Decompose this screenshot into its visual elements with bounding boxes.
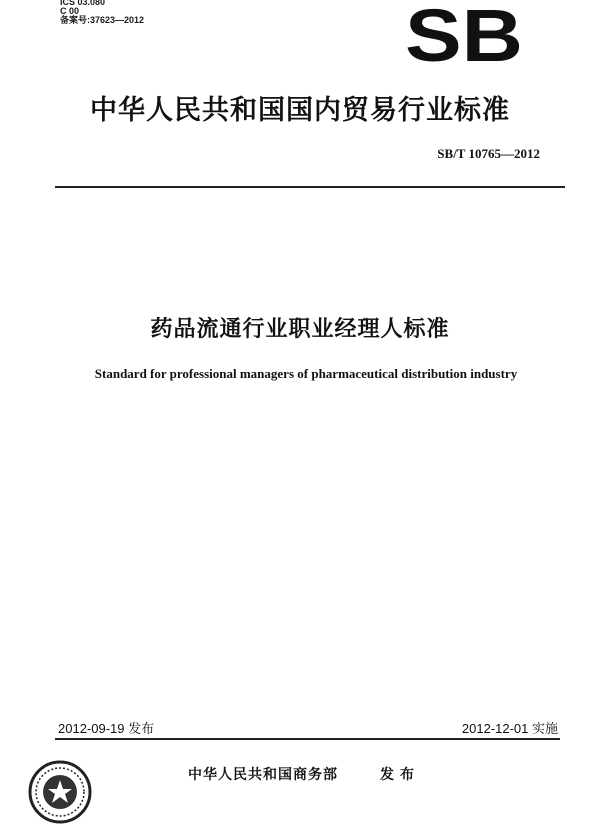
filing-number: 备案号:37623—2012 — [60, 15, 145, 25]
ics-code: ICS 03.080 — [60, 0, 106, 7]
standard-title-english: Standard for professional managers of pharmaceutical distribution industry — [94, 366, 518, 381]
bottom-divider — [55, 738, 560, 740]
organization-title: 中华人民共和国国内贸易行业标准 — [90, 95, 510, 126]
sb-logo — [404, 6, 524, 64]
issue-label: 发布 — [380, 767, 420, 783]
issue-date: 2012-09-19 发布 — [58, 721, 155, 736]
implementation-date: 2012-12-01 实施 — [461, 721, 558, 736]
standard-title-chinese: 药品流通行业职业经理人标准 — [150, 317, 450, 342]
ccs-code: C 00 — [60, 6, 80, 16]
top-divider — [55, 186, 565, 188]
issuing-authority: 中华人民共和国商务部 — [188, 767, 338, 783]
standard-number: SB/T 10765—2012 — [437, 146, 540, 161]
ministry-seal-icon — [28, 760, 92, 824]
sb-logo-text: SB — [405, 6, 523, 64]
